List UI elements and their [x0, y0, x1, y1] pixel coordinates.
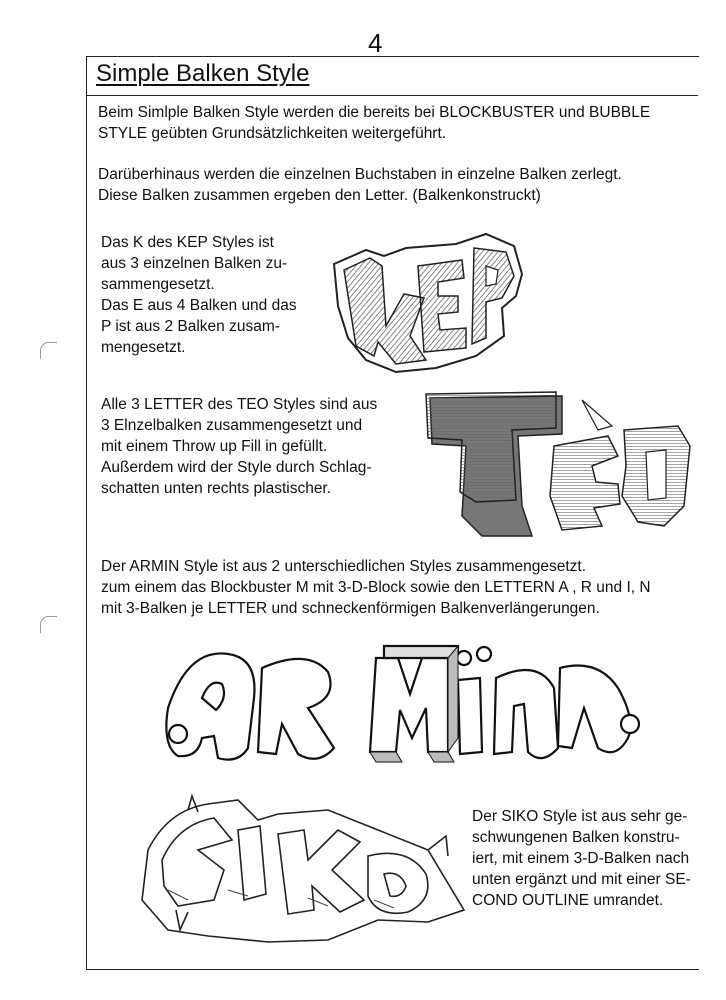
siko-graffiti-illustration — [128, 790, 468, 950]
teo-description: Alle 3 LETTER des TEO Styles sind aus 3 Elnzelbalken zusammengesetzt und mit einem Throw up Fill in gefüllt. Außerdem wird der Style durch Schlag- schatten unten rechts plastischer. — [101, 396, 378, 497]
punch-hole-mark — [40, 342, 57, 359]
siko-description: Der SIKO Style ist aus sehr ge- schwungenen Balken konstru- iert, mit einem 3-D-Balken nach unten ergänzt und mit einer SE- COND OUTLINE umrandet. — [472, 808, 691, 909]
kep-description: Das K des KEP Styles ist aus 3 einzelnen Balken zu- sammengesetzt. Das E aus 4 Balken und das P ist aus 2 Balken zusam- mengesetzt. — [101, 234, 297, 356]
kep-graffiti-illustration — [326, 226, 536, 376]
armin-graffiti-illustration — [158, 628, 648, 778]
punch-hole-mark — [40, 616, 57, 633]
intro-paragraph-2: Darüberhinaus werden die einzelnen Buchstaben in einzelne Balken zerlegt. Diese Balken zusammen ergeben den Letter. (Balkenkonstruckt) — [98, 166, 622, 204]
page-number: 4 — [368, 28, 383, 58]
armin-description: Der ARMIN Style ist aus 2 unterschiedlichen Styles zusammengesetzt. zum einem das Blockbuster M mit 3-D-Block sowie den LETTERN A , R und I, N mit 3-Balken je LETTER und schneckenförmigen Balkenverlängerungen. — [101, 558, 651, 617]
intro-paragraph-1: Beim Simlple Balken Style werden die bereits bei BLOCKBUSTER und BUBBLE STYLE geübten Grundsätzlichkeiten weitergeführt. — [98, 104, 651, 142]
title-rule — [86, 95, 698, 96]
page-title: Simple Balken Style — [96, 60, 310, 87]
teo-graffiti-illustration — [412, 386, 698, 546]
